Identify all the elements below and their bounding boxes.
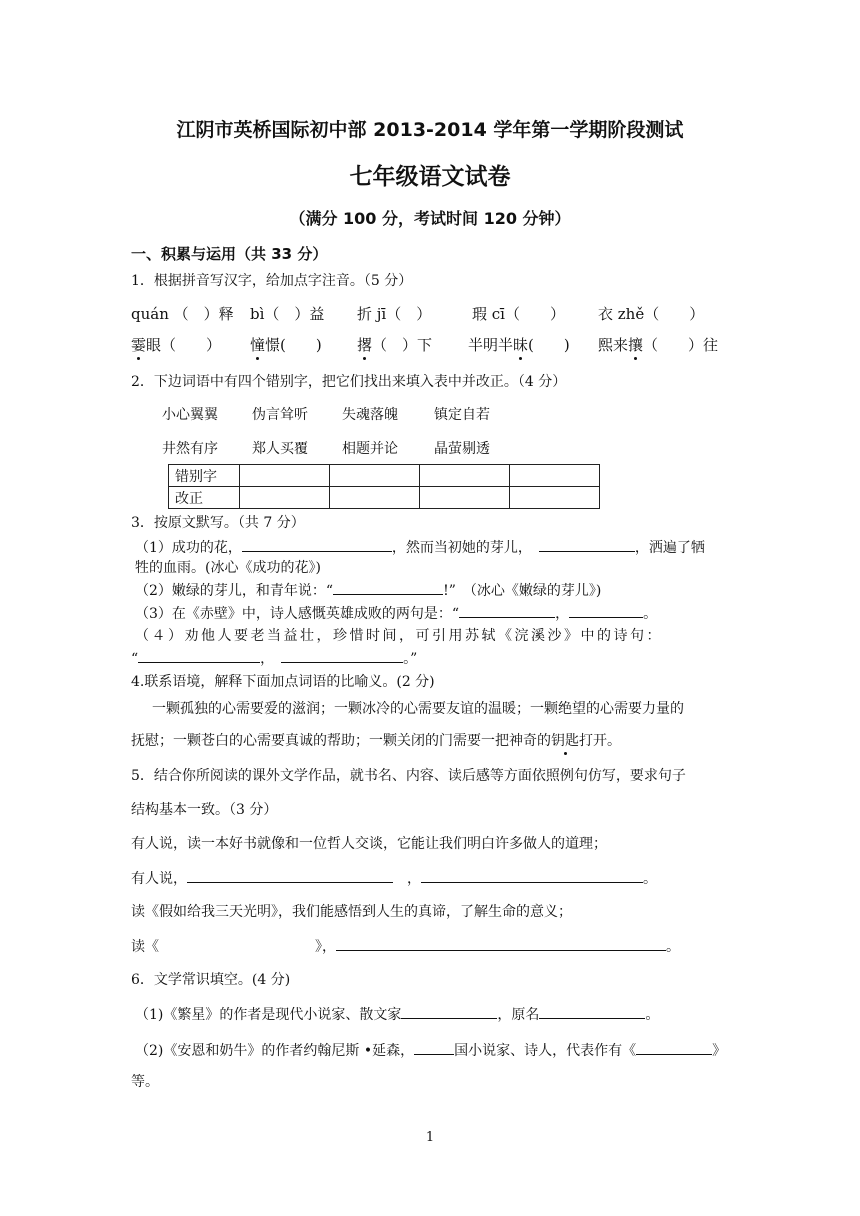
answer-blank[interactable] [333,580,443,595]
q5-fill-1: 有人说， ， 。 [131,868,657,889]
answer-cell[interactable] [510,487,600,509]
dotted-char: 攘 [628,336,644,354]
answer-blank[interactable] [281,648,403,663]
recite-line-1: （1）成功的花， ，然而当初她的芽儿， ，洒遍了牺 [135,537,705,558]
word-item: 相题并论 [342,441,398,457]
dotted-char: 霎 [131,336,147,354]
dotted-char: 憧 [250,336,266,354]
answer-cell[interactable] [240,487,330,509]
q5-fill-2: 读《 》， 。 [131,936,680,957]
recite-line-3: （3）在《赤壁》中，诗人感慨英雄成败的两句是：“ ， 。 [135,603,657,624]
question-4-prompt: 4.联系语境，解释下面加点词语的比喻义。(2 分) [131,674,435,690]
q6-line-2-cont: 等。 [131,1074,159,1090]
word-item: 小心翼翼 [162,407,218,423]
answer-cell[interactable] [330,487,420,509]
q4-passage-line-2: 抚慰；一颗苍白的心需要真诚的帮助；一颗关闭的门需要一把神奇的钥匙打开。 [131,733,621,749]
dotted-char-item: 半明半昧( ) [468,336,570,354]
table-row [169,465,600,487]
answer-cell[interactable] [240,465,330,487]
answer-blank[interactable] [539,537,635,552]
answer-cell[interactable] [510,465,600,487]
answer-blank[interactable] [414,1040,454,1055]
exam-subtitle: 七年级语文试卷 [349,164,511,190]
word-item: 失魂落魄 [342,407,398,423]
dotted-char: 昧 [513,336,529,354]
answer-cell[interactable] [420,465,510,487]
answer-cell[interactable] [420,487,510,509]
word-item: 晶萤剔透 [434,441,490,457]
question-5-prompt-cont: 结构基本一致。（3 分） [131,802,278,818]
recite-line-4: （４）劝他人要老当益壮，珍惜时间，可引用苏轼《浣溪沙》中的诗句： [135,628,663,644]
dotted-char-item: 霎眼（ ） [131,336,222,354]
recite-line-4-blanks: “ ， 。” [131,648,417,669]
question-2-prompt: 2．下边词语中有四个错别字，把它们找出来填入表中并改正。（4 分） [131,374,567,390]
q6-line-1: （1)《繁星》的作者是现代小说家、散文家 ，原名 。 [135,1004,659,1025]
answer-blank[interactable] [459,603,555,618]
q5-example-1: 有人说，读一本好书就像和一位哲人交谈，它能让我们明白许多做人的道理； [131,836,607,852]
word-item: 郑人买覆 [252,441,308,457]
q6-line-2: （2)《安恩和奶牛》的作者约翰尼斯 •延森， 国小说家、诗人，代表作有《 》 [135,1040,726,1061]
question-1-prompt: 1．根据拼音写汉字，给加点字注音。（5 分） [131,273,413,289]
word-item: 伪言耸听 [252,407,308,423]
answer-blank[interactable] [336,936,666,951]
q4-passage-line-1: 一颗孤独的心需要爱的滋润；一颗冰冷的心需要友谊的温暖；一颗绝望的心需要力量的 [152,701,684,717]
section-heading: 一、积累与运用（共 33 分） [131,245,328,263]
pinyin-item: 折 jī（ ） [357,305,432,323]
recite-line-2: （2）嫩绿的芽儿，和青年说：“ !” （冰心《嫩绿的芽儿》) [135,580,601,601]
correction-table [168,464,600,509]
table-row-header: 错别字 [169,465,240,487]
question-3-prompt: 3．按原文默写。（共 7 分） [131,515,305,531]
dotted-char-item: 憧憬( ) [250,336,322,354]
dotted-word: 钥匙 [551,733,579,749]
answer-blank[interactable] [242,537,392,552]
pinyin-item: 衣 zhě（ ） [598,305,705,323]
pinyin-item: 瑕 cī（ ） [472,305,565,323]
q5-example-2: 读《假如给我三天光明》，我们能感悟到人生的真谛，了解生命的意义； [131,904,572,920]
answer-blank[interactable] [138,648,260,663]
pinyin-item: bì（ ）益 [250,305,325,323]
exam-title: 江阴市英桥国际初中部 2013-2014 学年第一学期阶段测试 [176,119,684,141]
answer-blank[interactable] [187,868,393,883]
question-5-prompt: 5．结合你所阅读的课外文学作品，就书名、内容、读后感等方面依照例句仿写，要求句子 [131,768,686,784]
pinyin-item: quán （ ）释 [131,305,234,323]
answer-cell[interactable] [330,465,420,487]
question-6-prompt: 6．文学常识填空。(4 分) [131,972,291,988]
table-row-header: 改正 [169,487,240,509]
word-item: 镇定自若 [434,407,490,423]
exam-note: （满分 100 分，考试时间 120 分钟） [289,209,571,228]
answer-blank[interactable] [421,868,643,883]
answer-blank[interactable] [569,603,643,618]
answer-blank[interactable] [539,1004,645,1019]
table-row [169,487,600,509]
answer-blank[interactable] [636,1040,712,1055]
word-item: 井然有序 [162,441,218,457]
page-number: 1 [425,1130,435,1145]
dotted-char-item: 撂（ ）下 [357,336,433,354]
dotted-char-item: 熙来攘（ ）往 [598,336,719,354]
dotted-char: 撂 [357,336,373,354]
recite-line-1-cont: 牲的血雨。(冰心《成功的花》) [135,560,321,576]
answer-blank[interactable] [401,1004,497,1019]
